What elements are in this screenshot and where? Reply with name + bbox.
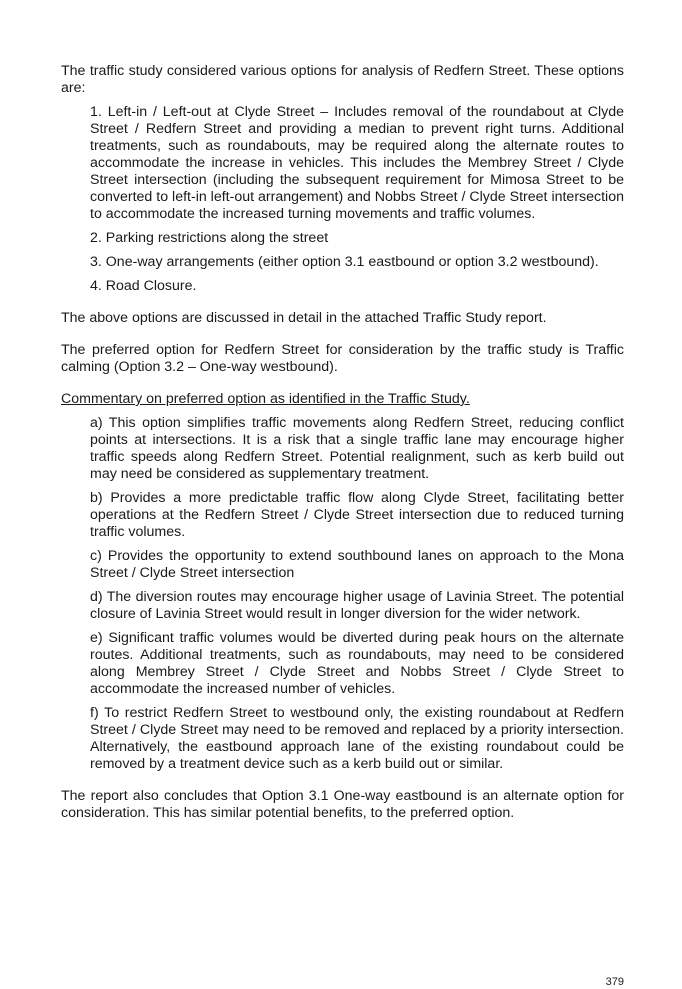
commentary-item: c) Provides the opportunity to extend southbound lanes on approach to the Mona Street / Clyde Street intersection — [90, 548, 624, 581]
preferred-paragraph: The preferred option for Redfern Street for consideration by the traffic study is Traffic calming (Option 3.2 – One-way westbound). — [61, 342, 624, 375]
option-item: 4. Road Closure. — [90, 278, 197, 294]
commentary-item: f) To restrict Redfern Street to westbound only, the existing roundabout at Redfern Street / Clyde Street may need to be removed and replaced by a priority intersection. Alternatively, the eastbound approach lane of the existing roundabout could be removed by a treatment device such as a kerb build out or similar. — [90, 705, 624, 772]
commentary-item: e) Significant traffic volumes would be diverted during peak hours on the alternate routes. Additional treatments, such as roundabouts, may need to be considered along Membrey Street / Clyde Street and Nobbs Street / Clyde Street to accommodate the increased number of vehicles. — [90, 630, 624, 697]
commentary-heading: Commentary on preferred option as identified in the Traffic Study. — [61, 391, 470, 407]
commentary-item: b) Provides a more predictable traffic flow along Clyde Street, facilitating better operations at the Redfern Street / Clyde Street intersection due to reduced turning traffic volumes. — [90, 490, 624, 540]
discussed-paragraph: The above options are discussed in detail in the attached Traffic Study report. — [61, 310, 547, 326]
conclusion-paragraph: The report also concludes that Option 3.1 One-way eastbound is an alternate option for consideration. This has similar potential benefits, to the preferred option. — [61, 788, 624, 821]
option-item: 2. Parking restrictions along the street — [90, 230, 329, 246]
commentary-list — [90, 415, 624, 773]
options-list — [90, 104, 624, 295]
document-page — [61, 63, 624, 837]
option-item: 3. One-way arrangements (either option 3.1 eastbound or option 3.2 westbound). — [90, 254, 599, 270]
commentary-item: d) The diversion routes may encourage higher usage of Lavinia Street. The potential closure of Lavinia Street would result in longer diversion for the wider network. — [90, 589, 624, 622]
commentary-item: a) This option simplifies traffic movements along Redfern Street, reducing conflict points at intersections. It is a risk that a single traffic lane may encourage higher traffic speeds along Redfern Street. Potential realignment, such as kerb build out may need be considered as supplementary treatment. — [90, 415, 624, 482]
page-number: 379 — [605, 976, 624, 988]
intro-paragraph: The traffic study considered various options for analysis of Redfern Street. These options are: — [61, 63, 624, 96]
option-item: 1. Left-in / Left-out at Clyde Street – Includes removal of the roundabout at Clyde Street / Redfern Street and providing a median to prevent right turns. Additional treatments, such as roundabouts, may be required along the alternate routes to accommodate the increase in vehicles. This includes the Membrey Street / Clyde Street intersection (including the subsequent requirement for Mimosa Street to be converted to left-in left-out arrangement) and Nobbs Street / Clyde Street intersection to accommodate the increased turning movements and traffic volumes. — [90, 104, 624, 222]
